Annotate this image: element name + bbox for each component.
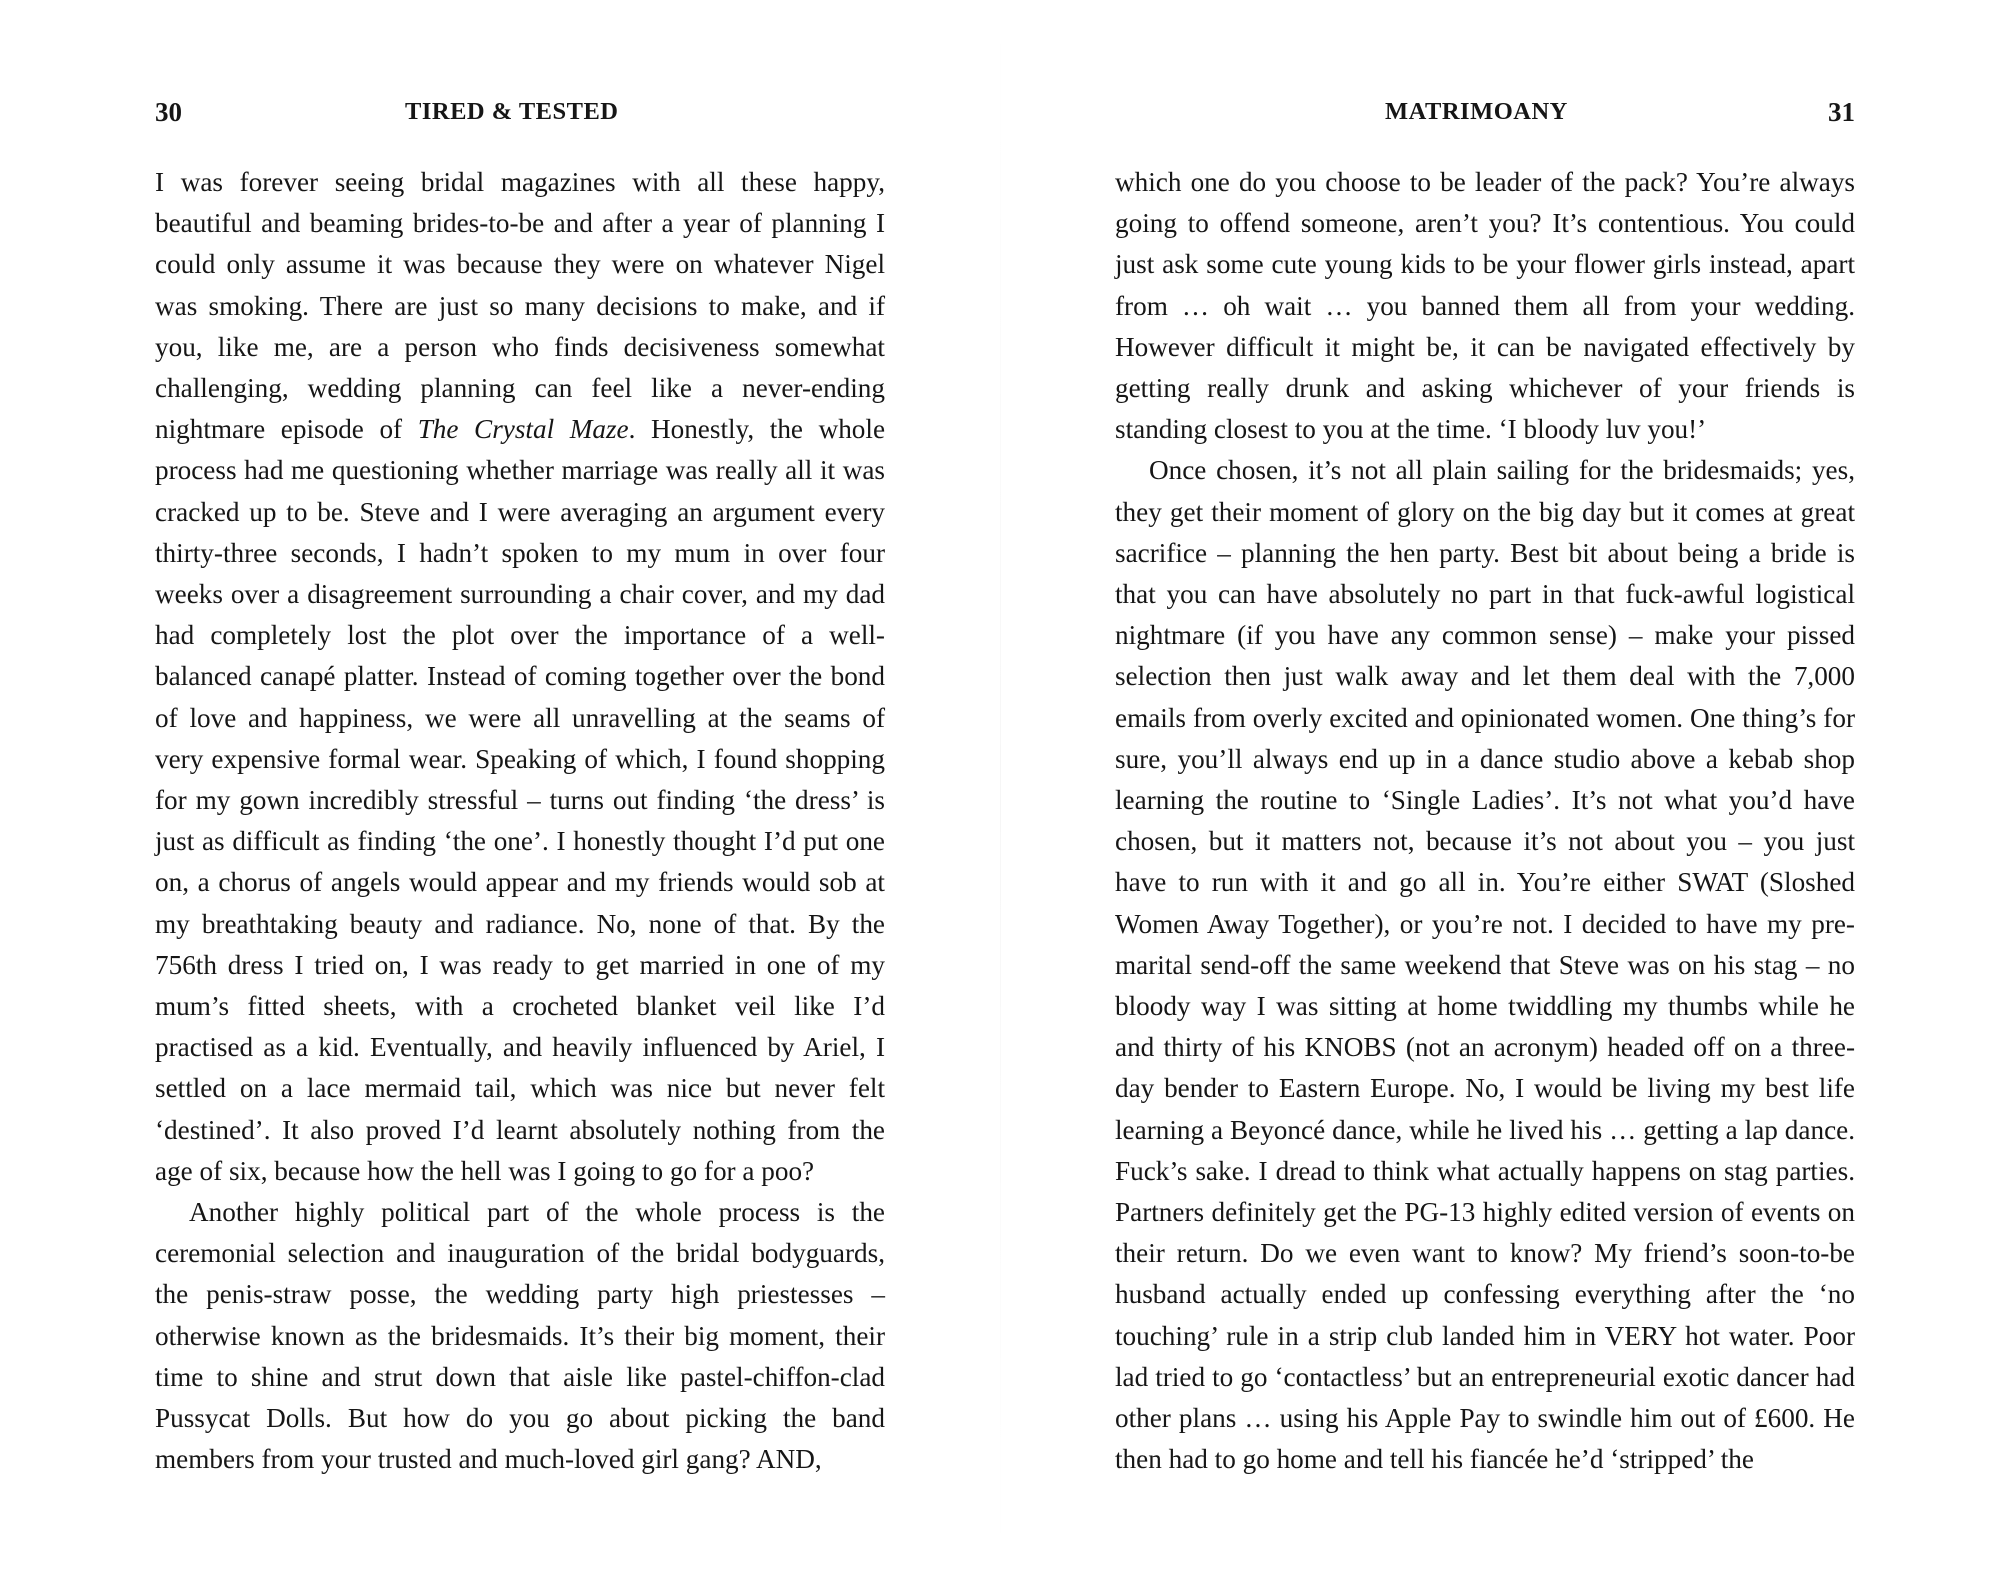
left-running-title: TIRED & TESTED	[405, 98, 619, 125]
left-paragraph-1	[155, 162, 885, 1192]
left-running-head	[155, 94, 885, 130]
right-page-number: 31	[1828, 97, 1855, 127]
left-page-number: 30	[155, 97, 182, 127]
left-paragraph-1-part-a: I was forever seeing bridal magazines with all these happy, beautiful and beaming brides-to-be and after a year of planning I could only assume it was because they were on whatever Nigel was smoking. There are just so many decisions to make, and if you, like me, are a person who finds decisiveness somewhat challenging, wedding planning can feel like a never-ending nightmare episode of	[155, 167, 885, 445]
left-paragraph-2: Another highly political part of the whole process is the ceremonial selection and inauguration of the bridal bodyguards, the penis-straw posse, the wedding party high priestesses – otherwise known as the bridesmaids. It’s their big moment, their time to shine and strut down that aisle like pastel-chiffon-clad Pussycat Dolls. But how do you go about picking the band members from your trusted and much-loved girl gang? AND,	[155, 1197, 885, 1475]
right-running-head	[1115, 94, 1855, 130]
left-paragraph-1-part-b: . Honestly, the whole process had me questioning whether marriage was really all it was cracked up to be. Steve and I were averaging an argument every thirty-three seconds, I hadn’t spoken to my mum in over four weeks over a disagreement surrounding a chair cover, and my dad had completely lost the plot over the importance of a well-balanced canapé platter. Instead of coming together over the bond of love and happiness, we were all unravelling at the seams of very expensive formal wear. Speaking of which, I found shopping for my gown incredibly stressful – turns out finding ‘the dress’ is just as difficult as finding ‘the one’. I honestly thought I’d put one on, a chorus of angels would appear and my friends would sob at my breathtaking beauty and radiance. No, none of that. By the 756th dress I tried on, I was ready to get married in one of my mum’s fitted sheets, with a crocheted blanket veil like I’d practised as a kid. Eventually, and heavily influenced by Ariel, I settled on a lace mermaid tail, which was nice but never felt ‘destined’. It also proved I’d learnt absolutely nothing from the age of six, because how the hell was I going to go for a poo?	[155, 414, 886, 1186]
right-running-title: MATRIMOANY	[1385, 98, 1568, 125]
right-body-text	[1115, 162, 1855, 1481]
right-paragraph-2: Once chosen, it’s not all plain sailing for the bridesmaids; yes, they get their moment of glory on the big day but it comes at great sacrifice – planning the hen party. Best bit about being a bride is that you can have absolutely no part in that fuck-awful logistical nightmare (if you have any common sense) – make your pissed selection then just walk away and let them deal with the 7,000 emails from overly excited and opinionated women. One thing’s for sure, you’ll always end up in a dance studio above a kebab shop learning the routine to ‘Single Ladies’. It’s not what you’d have chosen, but it matters not, because it’s not about you – you just have to run with it and go all in. You’re either SWAT (Sloshed Women Away Together), or you’re not. I decided to have my pre-marital send-off the same weekend that Steve was on his stag – no bloody way I was sitting at home twiddling my thumbs while he and thirty of his KNOBS (not an acronym) headed off on a three-day bender to Eastern Europe. No, I would be living my best life learning a Beyoncé dance, while he lived his … getting a lap dance. Fuck’s sake. I dread to think what actually happens on stag parties. Partners definitely get the PG-13 highly edited version of events on their return. Do we even want to know? My friend’s soon-to-be husband actually ended up confessing everything after the ‘no touching’ rule in a strip club landed him in VERY hot water. Poor lad tried to go ‘contactless’ but an entrepreneurial exotic dancer had other plans … using his Apple Pay to swindle him out of £600. He then had to go home and tell his fiancée he’d ‘stripped’ the	[1115, 455, 1855, 1475]
left-paragraph-1-italic-title: The Crystal Maze	[417, 414, 629, 445]
right-paragraph-1: which one do you choose to be leader of the pack? You’re always going to offend someone, aren’t you? It’s contentious. You could just ask some cute young kids to be your flower girls instead, apart from … oh wait … you banned them all from your wedding. However difficult it might be, it can be navigated effectively by getting really drunk and asking whichever of your friends is standing closest to you at the time. ‘I bloody luv you!’	[1115, 167, 1855, 445]
left-body-text	[155, 162, 885, 1481]
book-gutter	[1000, 0, 1001, 1577]
